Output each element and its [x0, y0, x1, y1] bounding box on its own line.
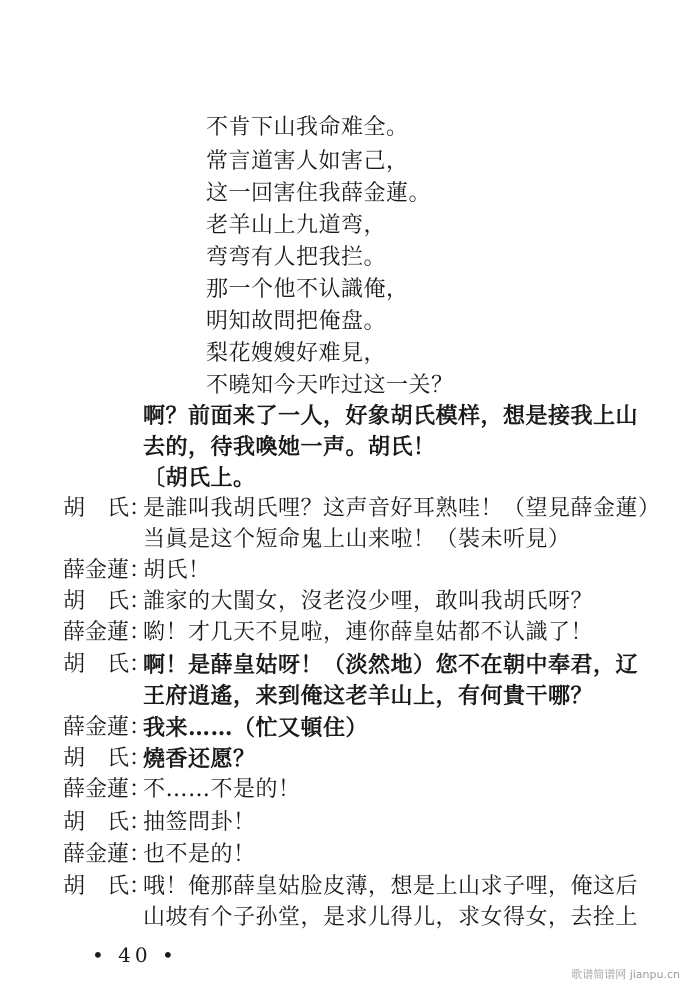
verse-line: 弯弯有人把我拦。 — [206, 245, 387, 270]
dialogue-line: 哦！俺那薛皇姑脸皮薄，想是上山求子哩，俺这后 — [143, 874, 639, 899]
dialogue-line: 山坡有个子孙堂，是求儿得儿，求女得女，去拴上 — [143, 905, 639, 930]
dialogue-line: 啊！是薛皇姑呀！（淡然地）您不在朝中奉君，辽 — [143, 652, 639, 678]
dialogue-line: 是誰叫我胡氏哩？这声音好耳熟哇！（望見薛金蓮） — [143, 496, 661, 521]
dialogue-line: 不……不是的！ — [143, 777, 301, 802]
speaker-label: 胡 氏： — [63, 652, 152, 677]
speaker-label: 胡 氏： — [63, 810, 152, 835]
speaker-label: 薛金蓮： — [63, 777, 152, 802]
dialogue-line: 燒香还愿？ — [143, 746, 256, 772]
speaker-label: 薛金蓮： — [63, 620, 152, 645]
stage-direction: 〔胡氏上。 — [143, 465, 256, 491]
verse-line: 不肯下山我命难全。 — [206, 115, 409, 140]
verse-line: 明知故問把俺盘。 — [206, 309, 387, 334]
dialogue-line: 王府逍遙，来到俺这老羊山上，有何貴干哪？ — [143, 683, 594, 709]
dialogue-line: 誰家的大閨女，沒老沒少哩，敢叫我胡氏呀？ — [143, 589, 594, 614]
speaker-label: 胡 氏： — [63, 496, 152, 521]
dialogue-line: 也不是的！ — [143, 842, 256, 867]
dialogue-line: 胡氏！ — [143, 558, 211, 583]
speaker-label: 胡 氏： — [63, 874, 152, 899]
watermark: 歌谱简谱网 jianpu.cn — [571, 968, 680, 981]
dialogue-line: 当眞是这个短命鬼上山来啦！（裝未听見） — [143, 527, 571, 552]
speaker-label: 薛金蓮： — [63, 558, 152, 583]
verse-line: 那一个他不认識俺， — [206, 277, 409, 302]
speaker-label: 胡 氏： — [63, 589, 152, 614]
dialogue-line: 喲！才几天不見啦，連你薛皇姑都不认識了！ — [143, 620, 594, 645]
dialogue-line: 我来……（忙又頓住） — [143, 715, 369, 741]
dialogue-line: 抽签問卦！ — [143, 810, 256, 835]
page-number: • 40 • — [92, 943, 178, 967]
verse-line: 常言道害人如害己， — [206, 149, 409, 174]
narration-line: 去的，待我喚她一声。胡氏！ — [143, 434, 436, 460]
verse-line: 不曉知今天咋过这一关？ — [206, 373, 454, 398]
verse-line: 老羊山上九道弯， — [206, 213, 387, 238]
speaker-label: 薛金蓮： — [63, 715, 152, 740]
speaker-label: 胡 氏： — [63, 746, 152, 771]
verse-line: 这一回害住我薛金蓮。 — [206, 181, 432, 206]
verse-line: 梨花嫂嫂好难見， — [206, 341, 387, 366]
narration-line: 啊？前面来了一人，好象胡氏模样，想是接我上山 — [143, 403, 639, 429]
speaker-label: 薛金蓮： — [63, 842, 152, 867]
